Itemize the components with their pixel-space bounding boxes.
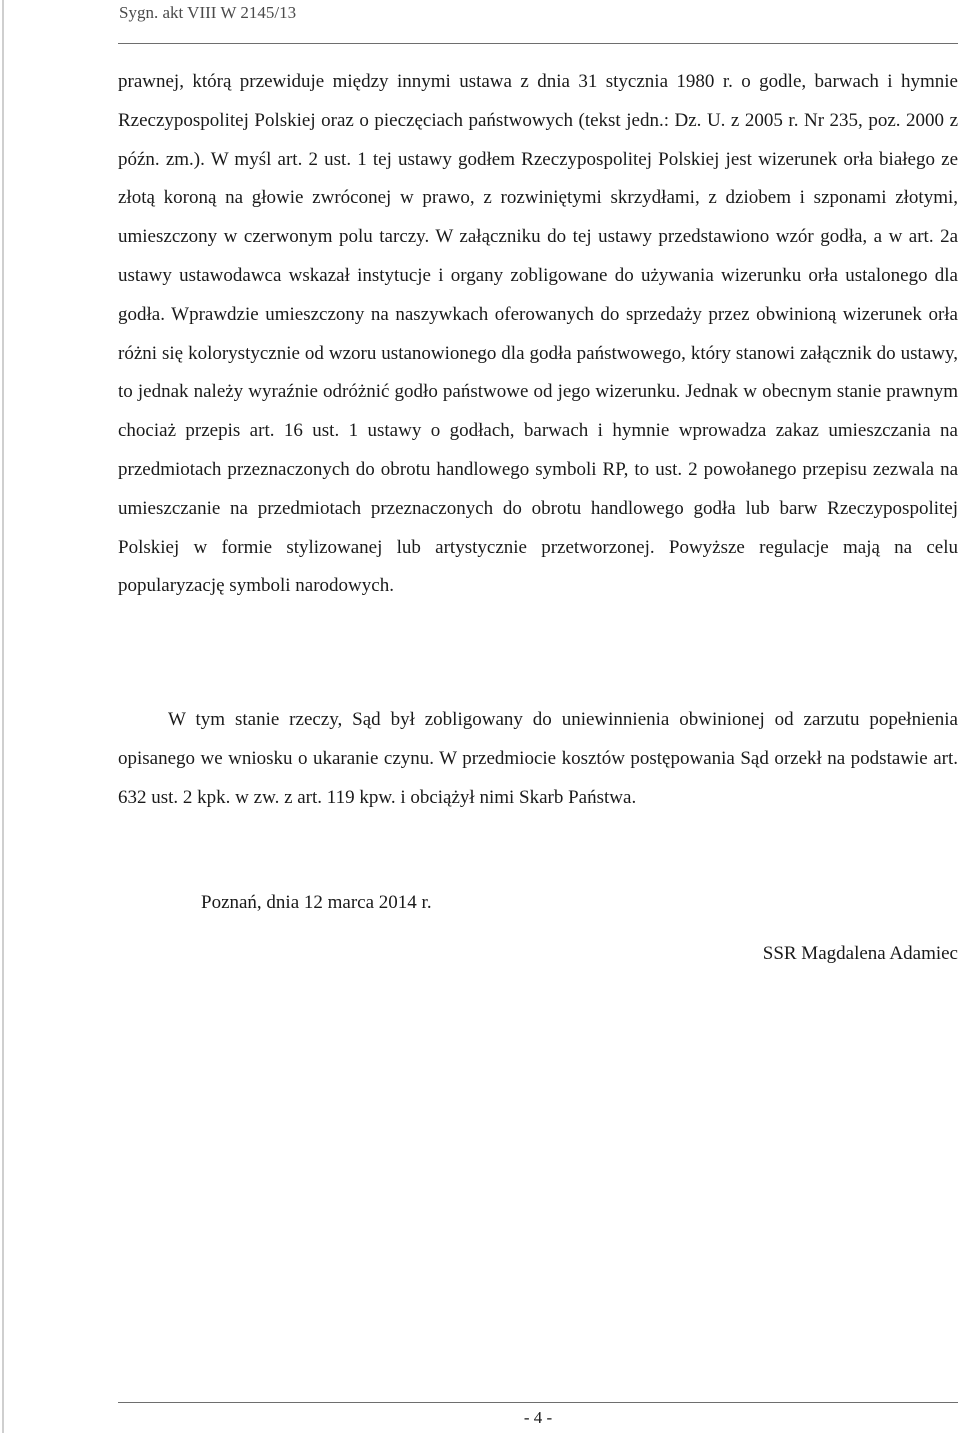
case-signature-header: Sygn. akt VIII W 2145/13: [119, 3, 297, 22]
footer-divider: [118, 1402, 958, 1403]
judge-signature: SSR Magdalena Adamiec: [762, 943, 958, 964]
place-and-date: Poznań, dnia 12 marca 2014 r.: [201, 892, 432, 913]
page-number: - 4 -: [523, 1408, 553, 1427]
header-divider: [118, 43, 958, 44]
paragraph-verdict: W tym stanie rzeczy, Sąd był zobligowany do uniewinnienia obwinionej od zarzutu popełnienia opisanego we wniosku o ukaranie czynu. W przedmiocie kosztów postępowania Sąd orzekł na podstawie art. 632 ust. 2 kpk. w zw. z art. 119 kpw. i obciążył nimi Skarb Państwa.: [118, 709, 958, 808]
left-margin-line: [2, 0, 4, 1433]
paragraph-legal-reasoning: prawnej, którą przewiduje między innymi ustawa z dnia 31 stycznia 1980 r. o godle, barwach i hymnie Rzeczypospolitej Polskiej oraz o pieczęciach państwowych (tekst jedn.: Dz. U. z 2005 r. Nr 235, poz. 2000 z późn. zm.). W myśl art. 2 ust. 1 tej ustawy godłem Rzeczypospolitej Polskiej jest wizerunek orła białego ze złotą koroną na głowie zwróconej w prawo, z rozwiniętymi skrzydłami, z dziobem i szponami złotymi, umieszczony w czerwonym polu tarczy. W załączniku do tej ustawy przedstawiono wzór godła, a w art. 2a ustawy ustawodawca wskazał instytucje i organy zobligowane do używania wizerunku orła ustalonego dla godła. Wprawdzie umieszczony na naszywkach oferowanych do sprzedaży przez obwinioną wizerunek orła różni się kolorystycznie od wzoru ustanowionego dla godła państwowego, który stanowi załącznik do ustawy, to jednak należy wyraźnie odróżnić godło państwowe od jego wizerunku. Jednak w obecnym stanie prawnym chociaż przepis art. 16 ust. 1 ustawy o godłach, barwach i hymnie wprowadza zakaz umieszczania na przedmiotach przeznaczonych do obrotu handlowego symboli RP, to ust. 2 powołanego przepisu zezwala na umieszczanie na przedmiotach przeznaczonych do obrotu handlowego godła lub barw Rzeczypospolitej Polskiej w formie stylizowanej lub artystycznie przetworzonej. Powyższe regulacje mają na celu popularyzację symboli narodowych.: [118, 71, 958, 597]
